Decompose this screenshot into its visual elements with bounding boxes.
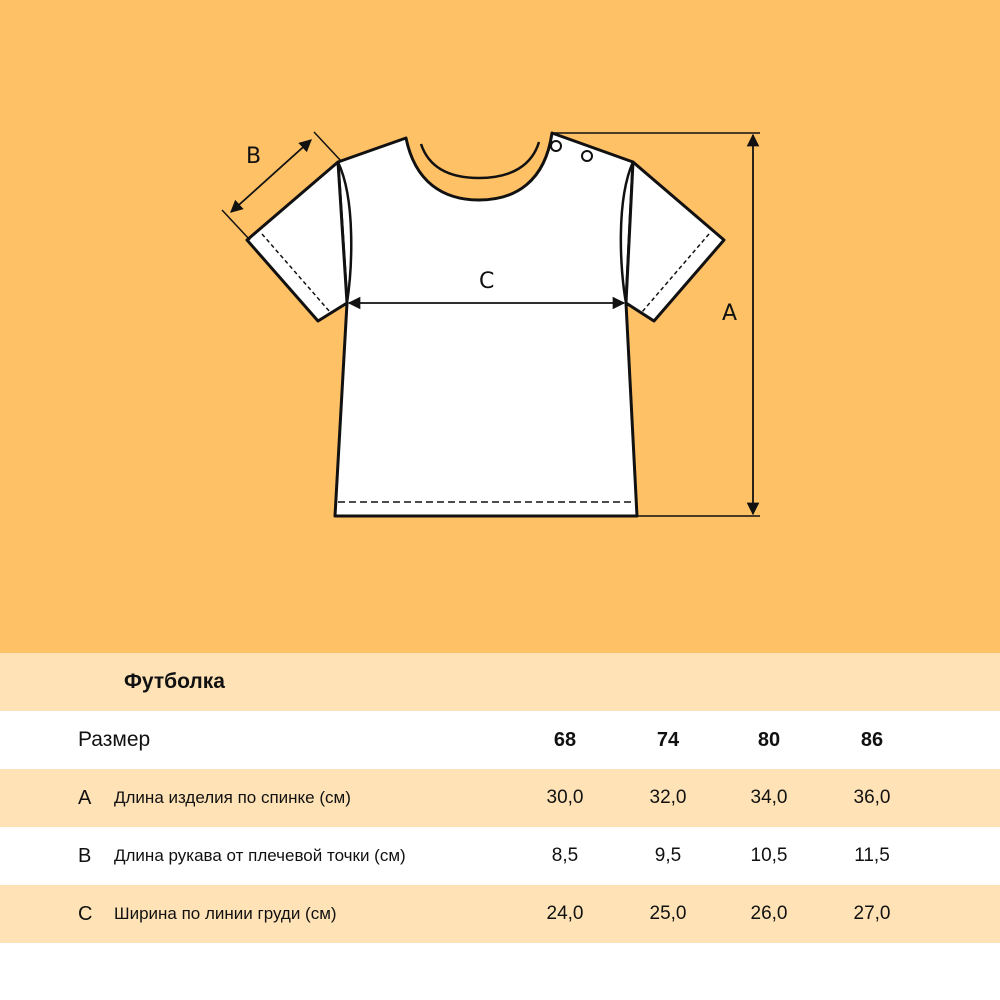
measure-c-label: C bbox=[479, 269, 495, 294]
measure-b-guide-top bbox=[314, 132, 342, 162]
table-cell: 10,5 bbox=[750, 845, 788, 866]
right-sleeve bbox=[626, 162, 724, 321]
size-column-header: 74 bbox=[656, 729, 680, 751]
row-letter: C bbox=[78, 903, 93, 925]
row-letter: A bbox=[78, 787, 92, 809]
table-row bbox=[0, 769, 1000, 827]
table-cell: 34,0 bbox=[750, 787, 788, 808]
table-cell: 30,0 bbox=[546, 787, 584, 808]
table-cell: 36,0 bbox=[853, 787, 891, 808]
shoulder-snap bbox=[551, 141, 561, 151]
table-cell: 25,0 bbox=[649, 903, 687, 924]
shoulder-snap bbox=[582, 151, 592, 161]
size-column-header: 80 bbox=[757, 729, 781, 751]
table-cell: 24,0 bbox=[546, 903, 584, 924]
table-cell: 8,5 bbox=[551, 845, 579, 866]
table-cell: 26,0 bbox=[750, 903, 788, 924]
table-header-row bbox=[0, 711, 1000, 769]
measure-b-label: B bbox=[246, 144, 262, 169]
table-cell: 27,0 bbox=[853, 903, 891, 924]
table-row bbox=[0, 827, 1000, 885]
collar-rib bbox=[421, 142, 539, 178]
size-column-header: 86 bbox=[860, 729, 884, 751]
table-title-row bbox=[0, 653, 1000, 711]
measure-b-guide-bottom bbox=[222, 210, 250, 240]
table-cell: 32,0 bbox=[649, 787, 687, 808]
row-letter: B bbox=[78, 845, 92, 867]
measure-a-label: A bbox=[722, 301, 738, 326]
row-description: Длина рукава от плечевой точки (см) bbox=[114, 846, 406, 865]
table-row bbox=[0, 885, 1000, 943]
table-cell: 11,5 bbox=[854, 845, 890, 866]
row-description: Длина изделия по спинке (см) bbox=[114, 788, 351, 807]
table-cell: 9,5 bbox=[654, 845, 682, 866]
tshirt-body bbox=[335, 133, 637, 516]
table-title: Футболка bbox=[124, 670, 225, 693]
size-header-label: Размер bbox=[78, 728, 151, 751]
row-description: Ширина по линии груди (см) bbox=[114, 904, 337, 923]
left-sleeve bbox=[247, 162, 347, 321]
size-table bbox=[0, 653, 1000, 1000]
size-column-header: 68 bbox=[553, 729, 577, 751]
